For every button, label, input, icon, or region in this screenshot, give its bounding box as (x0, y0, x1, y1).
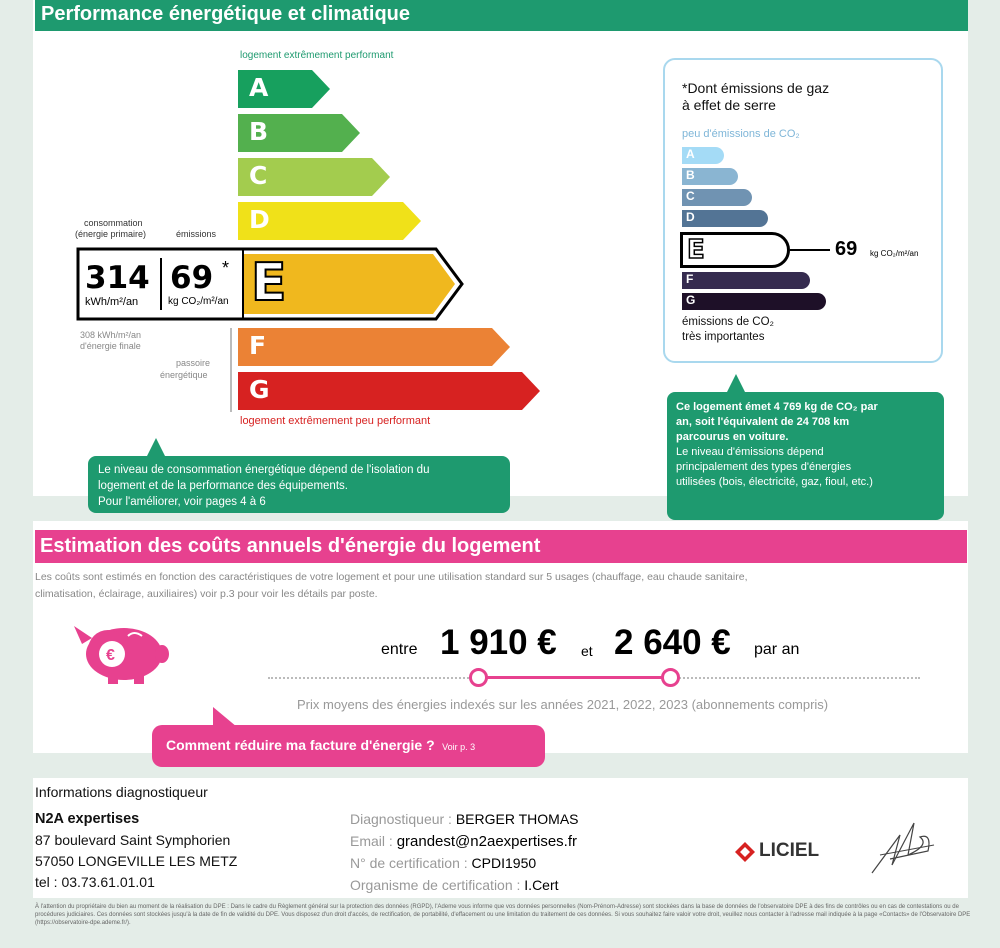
co2-bottom-sublabel: très importantes (682, 331, 765, 343)
cert-value: CPDI1950 (471, 855, 537, 871)
energy-class-c: C (238, 158, 390, 194)
cost-max: 2 640 € (614, 623, 731, 662)
co2-current-box (680, 232, 790, 268)
diag-row (350, 811, 579, 827)
telephone: tel : 03.73.61.01.01 (35, 874, 155, 890)
final-energy-sublabel: d'énergie finale (80, 341, 141, 351)
costs-intro (35, 571, 965, 600)
co2-value: 69 (835, 238, 858, 260)
co2-class-b: B (682, 168, 738, 185)
current-class-letter: E (251, 253, 287, 313)
co2-class-g: G (682, 293, 826, 310)
address-line-2: 57050 LONGEVILLE LES METZ (35, 853, 238, 869)
per-year-label: par an (754, 641, 800, 658)
co2-class-c: C (682, 189, 752, 206)
co2-title: *Dont émissions de gaz (682, 80, 830, 96)
bubble-line: principalement des types d'énergies (676, 461, 852, 473)
emissions-star: * (222, 258, 230, 278)
cost-max-marker (661, 668, 680, 687)
divider (160, 258, 162, 310)
consumption-info-bubble (88, 456, 510, 513)
bubble-line: Ce logement émet 4 769 kg de CO₂ par (676, 401, 878, 413)
emissions-value: 69 (170, 260, 214, 296)
costs-title: Estimation des coûts annuels d'énergie du logement (35, 530, 967, 563)
top-label: logement extrêmement performant (240, 50, 394, 61)
org-row (350, 877, 559, 893)
co2-value-line (790, 249, 830, 251)
address-line-1: 87 boulevard Saint Symphorien (35, 832, 231, 848)
cost-min-marker (469, 668, 488, 687)
reduce-label: Comment réduire ma facture d'énergie ? (166, 737, 435, 753)
bottom-label: logement extrêmement peu performant (240, 415, 431, 427)
consumption-value: 314 (85, 260, 150, 296)
diag-value: BERGER THOMAS (455, 811, 579, 827)
liciel-logo-icon (735, 842, 755, 862)
cert-label: N° de certification : (350, 855, 468, 871)
co2-info-bubble (667, 392, 944, 520)
bubble-line: Le niveau de consommation énergétique dépend de l'isolation du (98, 464, 430, 476)
energy-class-b: B (238, 114, 360, 150)
bubble-line: Pour l'améliorer, voir pages 4 à 6 (98, 496, 266, 508)
liciel-logo-text: LICIEL (759, 840, 820, 861)
bubble-line: logement et de la performance des équipements. (98, 480, 348, 492)
email-label: Email : (350, 833, 393, 849)
co2-bottom-label: émissions de CO₂ (682, 316, 775, 328)
co2-top-label: peu d'émissions de CO₂ (682, 128, 800, 140)
energy-class-f: F (238, 328, 510, 364)
consumption-label: consommation (84, 218, 143, 228)
co2-current-letter: E (687, 235, 705, 265)
bubble-line: Le niveau d'émissions dépend (676, 446, 824, 458)
co2-bubble-pointer (726, 374, 746, 394)
emissions-unit: kg CO₂/m²/an (168, 296, 229, 307)
intro-line: Les coûts sont estimés en fonction des caractéristiques de votre logement et pour une utilisation standard sur 5 usages (chauffage, eau chaude sanitaire, (35, 571, 748, 583)
reduce-bill-link[interactable] (152, 725, 545, 767)
org-label: Organisme de certification : (350, 877, 521, 893)
piggy-bank-icon (68, 614, 172, 686)
passoire-divider (230, 328, 232, 412)
company-name: N2A expertises (35, 811, 140, 827)
intro-line: climatisation, éclairage, auxiliaires) voir p.3 pour voir les détails par poste. (35, 588, 378, 600)
passoire-label: passoire (176, 358, 211, 368)
bubble-line: utilisées (bois, électricité, gaz, fioul, etc.) (676, 476, 873, 488)
co2-subtitle: à effet de serre (682, 97, 776, 113)
co2-class-a: A (682, 147, 724, 164)
email-value[interactable]: grandest@n2aexpertises.fr (396, 833, 578, 850)
bubble-pointer (146, 438, 166, 458)
prices-note: Prix moyens des énergies indexés sur les années 2021, 2022, 2023 (abonnements compris) (297, 697, 829, 712)
energy-class-d: D (238, 202, 421, 238)
cert-row (350, 855, 536, 871)
co2-class-f: F (682, 272, 810, 289)
energy-class-a: A (238, 70, 330, 106)
svg-text:€: € (106, 647, 115, 664)
passoire-sublabel: énergétique (160, 370, 208, 380)
diag-section-title: Informations diagnostiqueur (35, 784, 208, 800)
energy-class-g: G (238, 372, 540, 408)
email-row (350, 833, 577, 850)
consumption-sublabel: (énergie primaire) (75, 229, 147, 239)
reduce-page: Voir p. 3 (442, 742, 476, 752)
bubble-line: parcourus en voiture. (676, 431, 789, 443)
bubble-line: an, soit l'équivalent de 24 708 km (676, 416, 850, 428)
co2-unit: kg CO₂/m²/an (870, 249, 919, 258)
reduce-pointer (213, 707, 237, 727)
current-class-box (75, 246, 465, 322)
and-label: et (581, 643, 593, 659)
diag-label: Diagnostiqueur : (350, 811, 452, 827)
between-label: entre (381, 641, 418, 658)
emissions-label: émissions (176, 229, 217, 239)
final-energy-label: 308 kWh/m²/an (80, 330, 142, 340)
gdpr-notice: À l'attention du propriétaire du bien au moment de la réalisation du DPE : Dans le cadre du Règlement général sur la protection des données (RGPD), l'Ademe vous informe que vos données personnelles (Nom-Prénom-Adresse) sont stockées dans la base de données de l'observatoire DPE à des fins de contrôles ou en cas de contestations ou de procédures judiciaires. Ces données sont stockées jusqu'à la date de fin de validité du DPE. Vous disposez d'un droit d'accès, de rectification, de portabilité, d'effacement ou une limitation du traitement de ces données. Si vous souhaitez faire valoir votre droit, veuillez nous contacter à l'adresse mail indiquée à la page «Contacts» de l'Observatoire DPE (https://observatoire-dpe.ademe.fr/). (35, 904, 971, 926)
org-value: I.Cert (524, 877, 559, 893)
cost-range-fill (478, 676, 670, 679)
signature (870, 815, 940, 877)
cost-min: 1 910 € (440, 623, 557, 662)
consumption-unit: kWh/m²/an (85, 296, 139, 308)
performance-title: Performance énergétique et climatique (35, 0, 968, 31)
co2-class-d: D (682, 210, 768, 227)
